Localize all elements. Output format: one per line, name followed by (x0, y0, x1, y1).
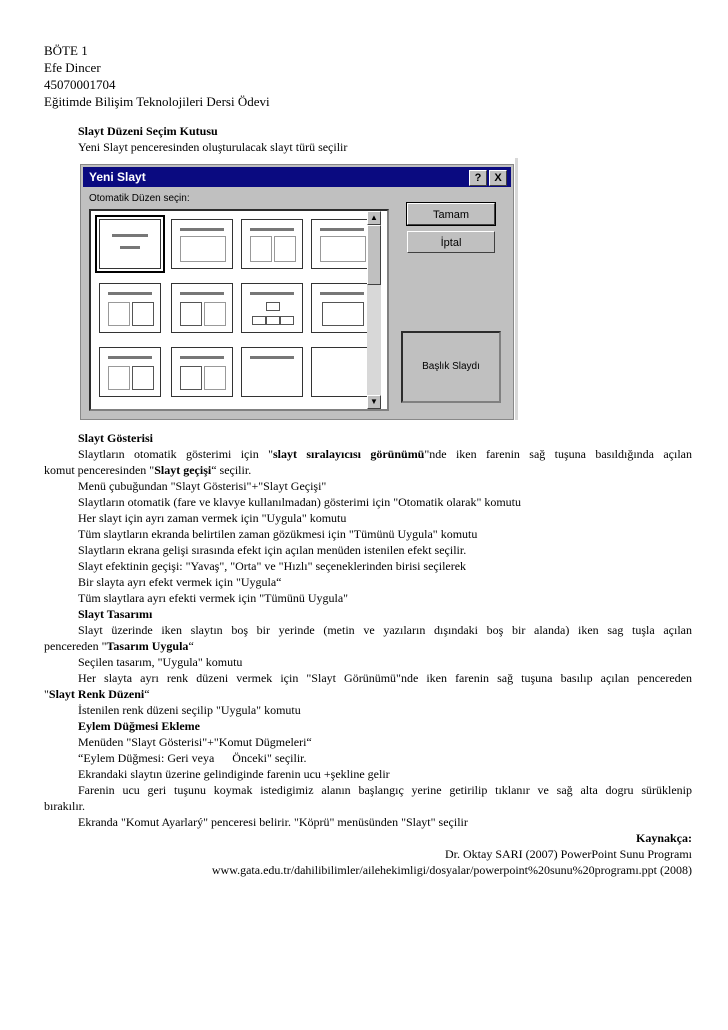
color-paragraph-line2: "Slayt Renk Düzeni“ (44, 687, 150, 701)
action-paragraph-line2: bırakılır. (44, 799, 85, 813)
slideshow-item-4: Tüm slaytların ekranda belirtilen zaman gözükmesi için "Tümünü Uygula" komutu (78, 527, 478, 541)
layout-clipart-text[interactable] (171, 347, 233, 397)
scroll-thumb[interactable] (367, 225, 381, 285)
dialog-title: Yeni Slayt (89, 170, 146, 184)
slideshow-paragraph-line2: komut penceresinden "Slayt geçişi“ seçilir. (44, 463, 252, 477)
layout-text-chart[interactable] (99, 283, 161, 333)
section-title-slideshow: Slayt Gösterisi (78, 431, 153, 445)
references-title: Kaynakça: (635, 831, 692, 845)
design-paragraph-line1: Slayt üzerinde iken slaytın boş bir yerinde (metin ve yazıların dışındaki boş bir alanda) iken sag tuşla açılan (78, 623, 692, 637)
slideshow-item-8: Tüm slaytlara ayrı efekti vermek için "Tümünü Uygula" (78, 591, 349, 605)
layout-chart-text[interactable] (171, 283, 233, 333)
reference-1: Dr. Oktay SARI (2007) PowerPoint Sunu Programı (445, 847, 692, 861)
action-item-4: Ekranda "Komut Ayarlarý" penceresi belirir. "Köprü" menüsünden "Slayt" seçilir (78, 815, 468, 829)
slideshow-item-1: Menü çubuğundan "Slayt Gösterisi"+"Slayt Geçişi" (78, 479, 327, 493)
scroll-up-icon[interactable]: ▲ (367, 211, 381, 225)
layout-blank[interactable] (311, 347, 373, 397)
course-line: BÖTE 1 (44, 43, 88, 58)
figure-shadow (515, 158, 518, 420)
design-item-2: İstenilen renk düzeni seçilip "Uygula" komutu (78, 703, 301, 717)
section-title-layout: Slayt Düzeni Seçim Kutusu (78, 124, 218, 138)
slideshow-item-2: Slaytların otomatik (fare ve klavye kullanılmadan) gösterimi için "Otomatik olarak" komutu (78, 495, 522, 509)
section-title-design: Slayt Tasarımı (78, 607, 153, 621)
action-item-3: Ekrandaki slaytın üzerine gelindiginde farenin ucu +şekline gelir (78, 767, 390, 781)
new-slide-dialog (80, 164, 514, 420)
slideshow-item-6: Slayt efektinin geçişi: "Yavaş", "Orta" ve "Hızlı" seçeneklerinden birisi seçilerek (78, 559, 467, 573)
layout-preview-label: Başlık Slaydı (401, 331, 501, 403)
section-title-action-button: Eylem Düğmesi Ekleme (78, 719, 200, 733)
design-paragraph-line2: pencereden "Tasarım Uygula“ (44, 639, 194, 653)
layout-grid (89, 209, 389, 411)
layout-two-column-text[interactable] (241, 219, 303, 269)
color-paragraph-line1: Her slayta ayrı renk düzeni vermek için "Slayt Görünümü"nde iken farenin sağ tuşuna basılıp açılan pencereden (78, 671, 692, 685)
student-number: 45070001704 (44, 77, 116, 92)
layout-table[interactable] (311, 219, 373, 269)
help-button[interactable]: ? (469, 170, 487, 186)
slideshow-paragraph-line1: Slaytların otomatik gösterimi için "slayt sıralayıcısı görünümü"nde iken farenin sağ tuşuna basıldığında açılan (78, 447, 692, 461)
close-button[interactable]: X (489, 170, 507, 186)
layout-choose-label: Otomatik Düzen seçin: (89, 193, 190, 204)
layout-title-only[interactable] (241, 347, 303, 397)
design-item-1: Seçilen tasarım, "Uygula" komutu (78, 655, 243, 669)
layout-scrollbar[interactable] (367, 211, 381, 409)
section-desc-layout: Yeni Slayt penceresinden oluşturulacak slayt türü seçilir (78, 140, 348, 154)
assignment-title: Eğitimde Bilişim Teknolojileri Dersi Ödevi (44, 94, 270, 109)
scroll-down-icon[interactable]: ▼ (367, 395, 381, 409)
author-name: Efe Dincer (44, 60, 101, 75)
layout-text-clipart[interactable] (99, 347, 161, 397)
reference-2: www.gata.edu.tr/dahilibilimler/ailehekimligi/dosyalar/powerpoint%20sunu%20programı.ppt (2008) (211, 863, 692, 877)
action-item-1: Menüden "Slayt Gösterisi"+"Komut Dügmeleri“ (78, 735, 312, 749)
cancel-button[interactable]: İptal (407, 231, 495, 253)
slideshow-item-7: Bir slayta ayrı efekt vermek için "Uygula“ (78, 575, 282, 589)
action-item-2: “Eylem Düğmesi: Geri veya Önceki" seçilir. (78, 751, 307, 765)
layout-org-chart[interactable] (241, 283, 303, 333)
ok-button[interactable]: Tamam (407, 203, 495, 225)
layout-chart[interactable] (311, 283, 373, 333)
action-paragraph-line1: Farenin ucu geri tuşunu koymak istedigimiz alanın başlangıç yerine getirilip tıklanır ve sağ alta dogru sürüklenip (78, 783, 692, 797)
layout-bulleted-list[interactable] (171, 219, 233, 269)
slideshow-item-3: Her slayt için ayrı zaman vermek için "Uygula" komutu (78, 511, 347, 525)
layout-title-slide[interactable] (99, 219, 161, 269)
dialog-titlebar (83, 167, 511, 187)
slideshow-item-5: Slaytların ekrana gelişi sırasında efekt için açılan menüden istenilen efekt seçilir. (78, 543, 467, 557)
